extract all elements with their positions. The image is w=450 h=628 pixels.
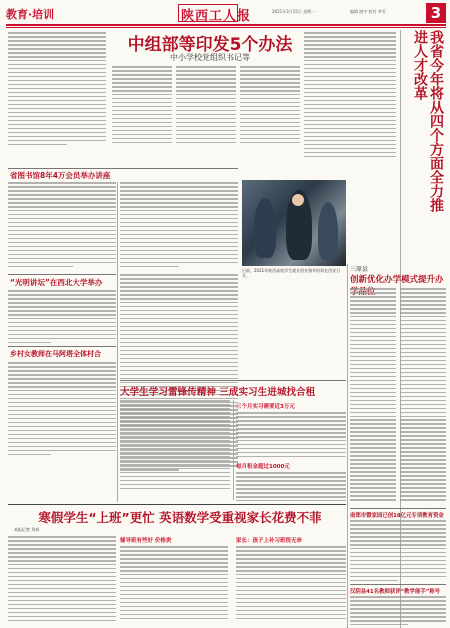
left-mid2-headline: “光明讲坛”在西北大学举办 — [10, 278, 103, 287]
bottom-text-c — [236, 546, 346, 622]
right-bottom1-text — [350, 520, 446, 584]
center-text-c — [236, 472, 346, 504]
col-divider-1 — [117, 182, 118, 502]
news-photo — [242, 180, 346, 266]
right-vertical-headline: 我省今年将从四个方面全力推进人才改革 — [412, 30, 444, 212]
date-info: 2021年3月15日 星期一 — [272, 9, 316, 14]
main-article-col2 — [176, 66, 236, 146]
bottom-headline: 寒假学生“上班”更忙 英语数学受重视家长花费不菲 — [38, 510, 322, 525]
bottom-text-b — [120, 546, 228, 622]
center-rule — [120, 380, 346, 381]
main-headline: 中组部等印发5个办法 — [127, 35, 293, 55]
bottom-subheading-2: 家长：孩子上补习班很无奈 — [236, 538, 303, 544]
right-bottom2-text — [350, 596, 446, 628]
right-bottom-rule2 — [350, 584, 446, 585]
left-mid-rule — [8, 168, 238, 169]
photo-caption: 日前，2021年陕西高校学生就业创业指导培训在西安召开。 — [242, 268, 341, 278]
left-top-text — [8, 32, 106, 148]
left-mid-text-a — [8, 182, 116, 270]
center-text-b — [236, 412, 346, 460]
photo-person-1 — [254, 198, 276, 258]
center-headline: 大学生学习雷锋传精神 三成实习生进城找合租 — [120, 387, 316, 398]
bottom-rule — [8, 504, 346, 505]
bottom-subheading-1: 辅导班有些好 价格贵 — [120, 538, 172, 544]
left-mid-text-b — [120, 182, 238, 270]
center-subheading-2: 每月租金超过1000元 — [236, 464, 290, 470]
page-number: 3 — [426, 3, 446, 23]
col-divider-2 — [233, 400, 234, 500]
center-subheading-1: 三个月实习需要近3万元 — [236, 404, 295, 410]
right-section-label: 三原县 — [350, 266, 369, 273]
right-bottom2-headline: 汉阴县41名教师获评“教学能手”称号 — [350, 589, 441, 595]
left-mid2-rule — [8, 274, 116, 275]
header-rule-thin — [6, 27, 446, 28]
bottom-text-a — [8, 536, 116, 624]
right-bottom1-headline: 南郑市暨家园已创18亿元专项教育资金 — [350, 513, 444, 519]
col-divider-3 — [347, 264, 348, 628]
right-mid-text-a — [350, 288, 396, 503]
main-article-col3 — [240, 66, 300, 146]
photo-highlight — [292, 194, 304, 206]
left-mid-headline: 省图书馆8年4万会员举办讲座 — [10, 171, 111, 180]
editor-info: 编辑 晓宇 校对 李雪 — [350, 9, 386, 14]
left-mid3-rule — [8, 346, 116, 347]
photo-person-3 — [318, 202, 338, 260]
main-subheadline: 中小学校党组织书记等 — [170, 53, 250, 62]
main-article-col1 — [112, 66, 172, 146]
bottom-byline: 本报记者 刘真 — [14, 527, 40, 532]
left-mid3-headline: 乡村女教师在马阿塔全体村合 — [10, 350, 101, 358]
paper-name: 陕西工人报 — [181, 9, 252, 24]
right-bottom-rule — [350, 508, 446, 509]
center-text-a — [120, 400, 230, 492]
left-mid3-text — [8, 362, 116, 458]
left-mid2-text — [8, 290, 116, 346]
right-mid-headline: 创新优化办学模式提升办 — [350, 275, 444, 285]
main-article-col4 — [304, 32, 396, 160]
right-mid-text-b — [400, 288, 446, 503]
section-title: 教育·培训 — [6, 8, 55, 21]
header-rule — [6, 24, 446, 26]
